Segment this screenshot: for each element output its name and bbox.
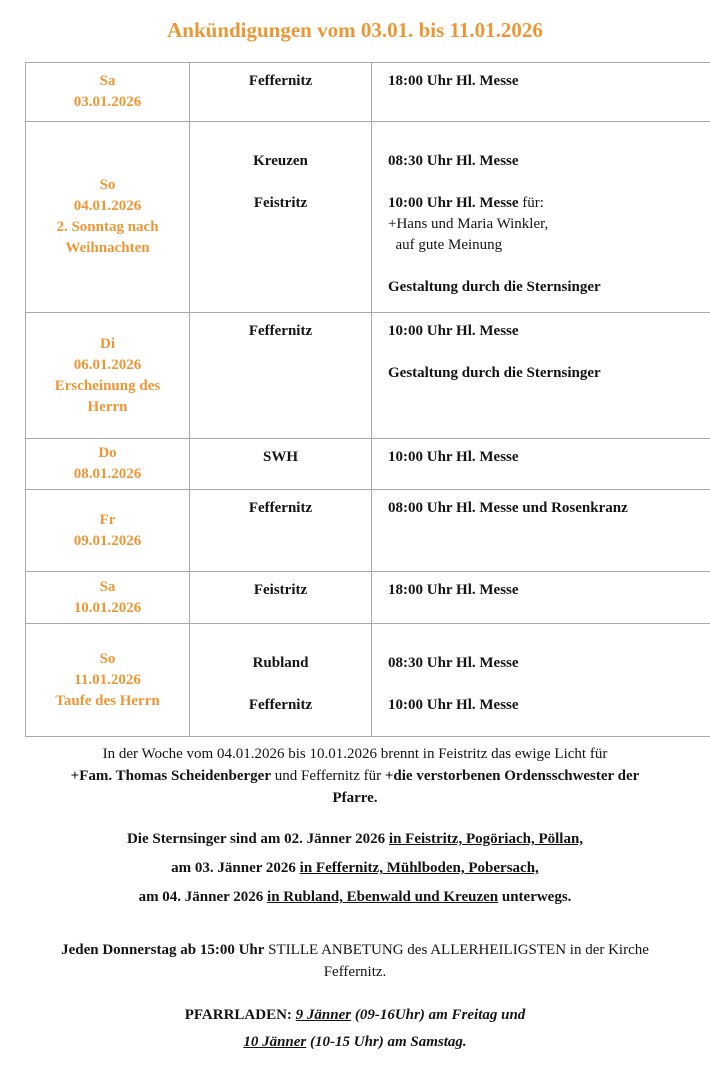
announcement-page [0, 16, 710, 1056]
text-segment: (09-16Uhr) am Freitag und [351, 1007, 525, 1023]
text-segment: Feffernitz. [324, 964, 387, 980]
details-cell [372, 122, 710, 313]
date-line: 04.01.2026 [28, 196, 187, 217]
note-line [20, 825, 690, 854]
location-cell [190, 572, 372, 624]
text-segment: Jeden Donnerstag ab 15:00 Uhr [61, 942, 264, 958]
details-cell [372, 490, 710, 572]
location-line: Kreuzen [192, 151, 369, 172]
location-line [192, 674, 369, 695]
text-segment: +Hans und Maria Winkler, [388, 216, 548, 232]
detail-line [388, 674, 705, 695]
text-segment: 10:00 Uhr Hl. Messe [388, 697, 519, 713]
text-segment: am 03. Jänner 2026 [171, 860, 299, 876]
note-line [20, 883, 690, 912]
location-line [192, 632, 369, 653]
text-segment: PFARRLADEN: [185, 1007, 296, 1023]
note-line [20, 765, 690, 787]
detail-line [388, 653, 705, 674]
table-row [26, 490, 710, 572]
detail-line [388, 342, 705, 363]
table-row [26, 122, 710, 313]
text-segment: In der Woche vom 04.01.2026 bis 10.01.2026 brennt in Feistritz das ewige Licht für [103, 746, 608, 762]
date-line: Weihnachten [28, 238, 187, 259]
location-cell [190, 439, 372, 490]
text-segment: +Fam. Thomas Scheidenberger [71, 768, 271, 784]
date-cell [26, 439, 190, 490]
text-segment: in Rubland, Ebenwald und Kreuzen [267, 889, 498, 905]
note-line [20, 939, 690, 961]
date-line: Do [28, 443, 187, 464]
text-segment: 08:00 Uhr Hl. Messe und Rosenkranz [388, 500, 628, 516]
detail-line [388, 151, 705, 172]
text-segment: am 04. Jänner 2026 [139, 889, 267, 905]
detail-line [388, 172, 705, 193]
location-cell [190, 122, 372, 313]
date-line: 08.01.2026 [28, 464, 187, 485]
text-segment: 08:30 Uhr Hl. Messe [388, 153, 519, 169]
note-line [20, 854, 690, 883]
location-line: Feffernitz [192, 695, 369, 716]
detail-line [388, 277, 705, 298]
table-row [26, 313, 710, 439]
text-segment: 18:00 Uhr Hl. Messe [388, 73, 519, 89]
text-segment: 9 Jänner [296, 1007, 351, 1023]
note-line [20, 1029, 690, 1056]
table-row [26, 63, 710, 122]
date-line: Erscheinung des [28, 376, 187, 397]
detail-line [388, 580, 705, 601]
table-row [26, 624, 710, 737]
location-line: SWH [192, 447, 369, 468]
table-row [26, 439, 710, 490]
date-line: Di [28, 334, 187, 355]
date-line: Fr [28, 510, 187, 531]
location-line [192, 172, 369, 193]
text-segment: 10:00 Uhr Hl. Messe [388, 195, 519, 211]
detail-line [388, 193, 705, 214]
text-segment: 18:00 Uhr Hl. Messe [388, 582, 519, 598]
text-segment: Pfarre. [332, 790, 377, 806]
location-line: Feffernitz [192, 321, 369, 342]
table-row [26, 572, 710, 624]
text-segment: 08:30 Uhr Hl. Messe [388, 655, 519, 671]
note-anbetung [20, 939, 690, 983]
detail-line [388, 363, 705, 384]
text-segment: STILLE ANBETUNG des ALLERHEILIGSTEN in der Kirche [264, 942, 649, 958]
text-segment: 10:00 Uhr Hl. Messe [388, 323, 519, 339]
detail-line [388, 130, 705, 151]
text-segment: für: [519, 195, 544, 211]
location-cell [190, 313, 372, 439]
text-segment: Gestaltung durch die Sternsinger [388, 279, 601, 295]
text-segment: +die verstorbenen Ordensschwester der [385, 768, 639, 784]
note-ewige-licht [20, 743, 690, 809]
date-line: 2. Sonntag nach [28, 217, 187, 238]
location-line: Feffernitz [192, 498, 369, 519]
location-line: Rubland [192, 653, 369, 674]
text-segment: Gestaltung durch die Sternsinger [388, 365, 601, 381]
detail-line [388, 71, 705, 92]
details-cell [372, 439, 710, 490]
details-cell [372, 572, 710, 624]
date-line: Taufe des Herrn [28, 691, 187, 712]
detail-line [388, 498, 705, 519]
announcements-table [25, 62, 710, 737]
note-line [20, 787, 690, 809]
note-line [20, 743, 690, 765]
note-sternsinger [20, 825, 690, 912]
page-title: Ankündigungen vom 03.01. bis 11.01.2026 [10, 16, 700, 44]
date-line: Sa [28, 71, 187, 92]
notes [0, 743, 710, 1056]
note-pfarrladen [20, 1002, 690, 1056]
details-cell [372, 63, 710, 122]
details-cell [372, 313, 710, 439]
note-line [20, 961, 690, 983]
date-cell [26, 122, 190, 313]
text-segment: in Feistritz, Pogöriach, Pöllan, [389, 831, 583, 847]
date-line: 03.01.2026 [28, 92, 187, 113]
details-cell [372, 624, 710, 737]
date-cell [26, 313, 190, 439]
text-segment: (10-15 Uhr) am Samstag. [306, 1034, 466, 1050]
text-segment: 10:00 Uhr Hl. Messe [388, 449, 519, 465]
announcements-table-body [26, 63, 710, 737]
date-cell [26, 63, 190, 122]
date-line: 10.01.2026 [28, 598, 187, 619]
date-line: So [28, 175, 187, 196]
location-line [192, 130, 369, 151]
date-line: 09.01.2026 [28, 531, 187, 552]
date-cell [26, 490, 190, 572]
detail-line [388, 214, 705, 235]
date-line: So [28, 649, 187, 670]
location-cell [190, 63, 372, 122]
location-line: Feistritz [192, 580, 369, 601]
date-cell [26, 624, 190, 737]
date-line: Sa [28, 577, 187, 598]
text-segment: 10 Jänner [243, 1034, 306, 1050]
detail-line [388, 632, 705, 653]
text-segment: Die Sternsinger sind am 02. Jänner 2026 [127, 831, 389, 847]
location-cell [190, 490, 372, 572]
date-line: 11.01.2026 [28, 670, 187, 691]
detail-line [388, 447, 705, 468]
date-line: Herrn [28, 397, 187, 418]
text-segment: auf gute Meinung [388, 237, 502, 253]
text-segment: und Feffernitz für [271, 768, 385, 784]
detail-line [388, 235, 705, 256]
detail-line [388, 321, 705, 342]
location-line: Feffernitz [192, 71, 369, 92]
location-line: Feistritz [192, 193, 369, 214]
note-line [20, 1002, 690, 1029]
text-segment: in Feffernitz, Mühlboden, Pobersach, [300, 860, 539, 876]
date-cell [26, 572, 190, 624]
detail-line [388, 695, 705, 716]
text-segment: unterwegs. [498, 889, 571, 905]
date-line: 06.01.2026 [28, 355, 187, 376]
detail-line [388, 256, 705, 277]
location-cell [190, 624, 372, 737]
